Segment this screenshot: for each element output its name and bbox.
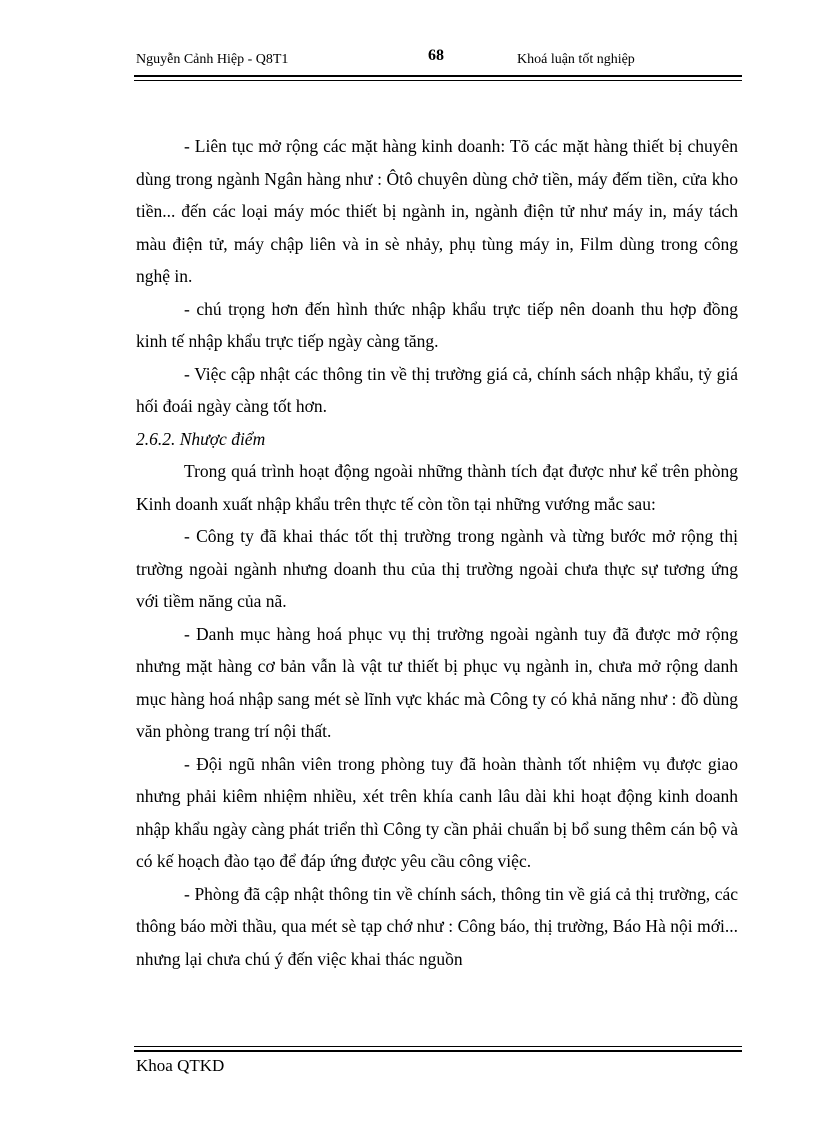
header-divider: [134, 75, 742, 81]
page-number: 68: [428, 47, 444, 64]
paragraph: - chú trọng hơn đến hình thức nhập khẩu trực tiếp nên doanh thu hợp đồng kinh tế nhập khẩu trực tiếp ngày càng tăng.: [136, 298, 738, 351]
section-heading: 2.6.2. Nhược điểm: [136, 428, 266, 449]
footer-divider: [134, 1046, 742, 1052]
paragraph: - Danh mục hàng hoá phục vụ thị trường ngoài ngành tuy đã được mở rộng nhưng mặt hàng cơ bản vẫn là vật tư thiết bị phục vụ ngành in, chưa mở rộng danh mục hàng hoá nhập sang mét sè lĩnh vực khác mà Công ty có khả năng như : đồ dùng văn phòng trang trí nội thất.: [136, 623, 738, 741]
paragraph: - Liên tục mở rộng các mặt hàng kinh doanh: Tõ các mặt hàng thiết bị chuyên dùng trong ngành Ngân hàng như : Ôtô chuyên dùng chở tiền, máy đếm tiền, cửa kho tiền... đến các loại máy móc thiết bị ngành in, ngành điện tử như máy in, máy tách màu điện tử, máy chập liên và in sè nhảy, phụ tùng máy in, Film dùng trong công nghệ in.: [136, 136, 738, 286]
paragraph: - Việc cập nhật các thông tin về thị trường giá cả, chính sách nhập khẩu, tỷ giá hối đoái ngày càng tốt hơn.: [136, 363, 738, 416]
paragraph: - Phòng đã cập nhật thông tin về chính sách, thông tin về giá cả thị trường, các thông báo mời thầu, qua mét sè tạp chớ như : Công báo, thị trường, Báo Hà nội mới... nhưng lại chưa chú ý đến việc khai thác nguồn: [136, 883, 738, 969]
footer-text: Khoa QTKD: [136, 1056, 225, 1075]
paragraph: - Đội ngũ nhân viên trong phòng tuy đã hoàn thành tốt nhiệm vụ được giao nhưng phải kiêm nhiệm nhiều, xét trên khía canh lâu dài khi hoạt động kinh doanh nhập khẩu ngày càng phát triển thì Công ty cần phải chuẩn bị bổ sung thêm cán bộ và có kế hoạch đào tạo để đáp ứng được yêu cầu công việc.: [136, 753, 738, 871]
header-title: Khoá luận tốt nghiệp: [517, 52, 635, 67]
header-author: Nguyễn Cảnh Hiệp - Q8T1: [136, 52, 289, 67]
paragraph: Trong quá trình hoạt động ngoài những thành tích đạt được như kể trên phòng Kinh doanh xuất nhập khẩu trên thực tế còn tồn tại những vướng mắc sau:: [136, 461, 738, 514]
paragraph: - Công ty đã khai thác tốt thị trường trong ngành và từng bước mở rộng thị trường ngoài ngành nhưng doanh thu của thị trường ngoài chưa thực sự tương ứng với tiềm năng của nã.: [136, 526, 738, 611]
body-text: [136, 130, 738, 975]
